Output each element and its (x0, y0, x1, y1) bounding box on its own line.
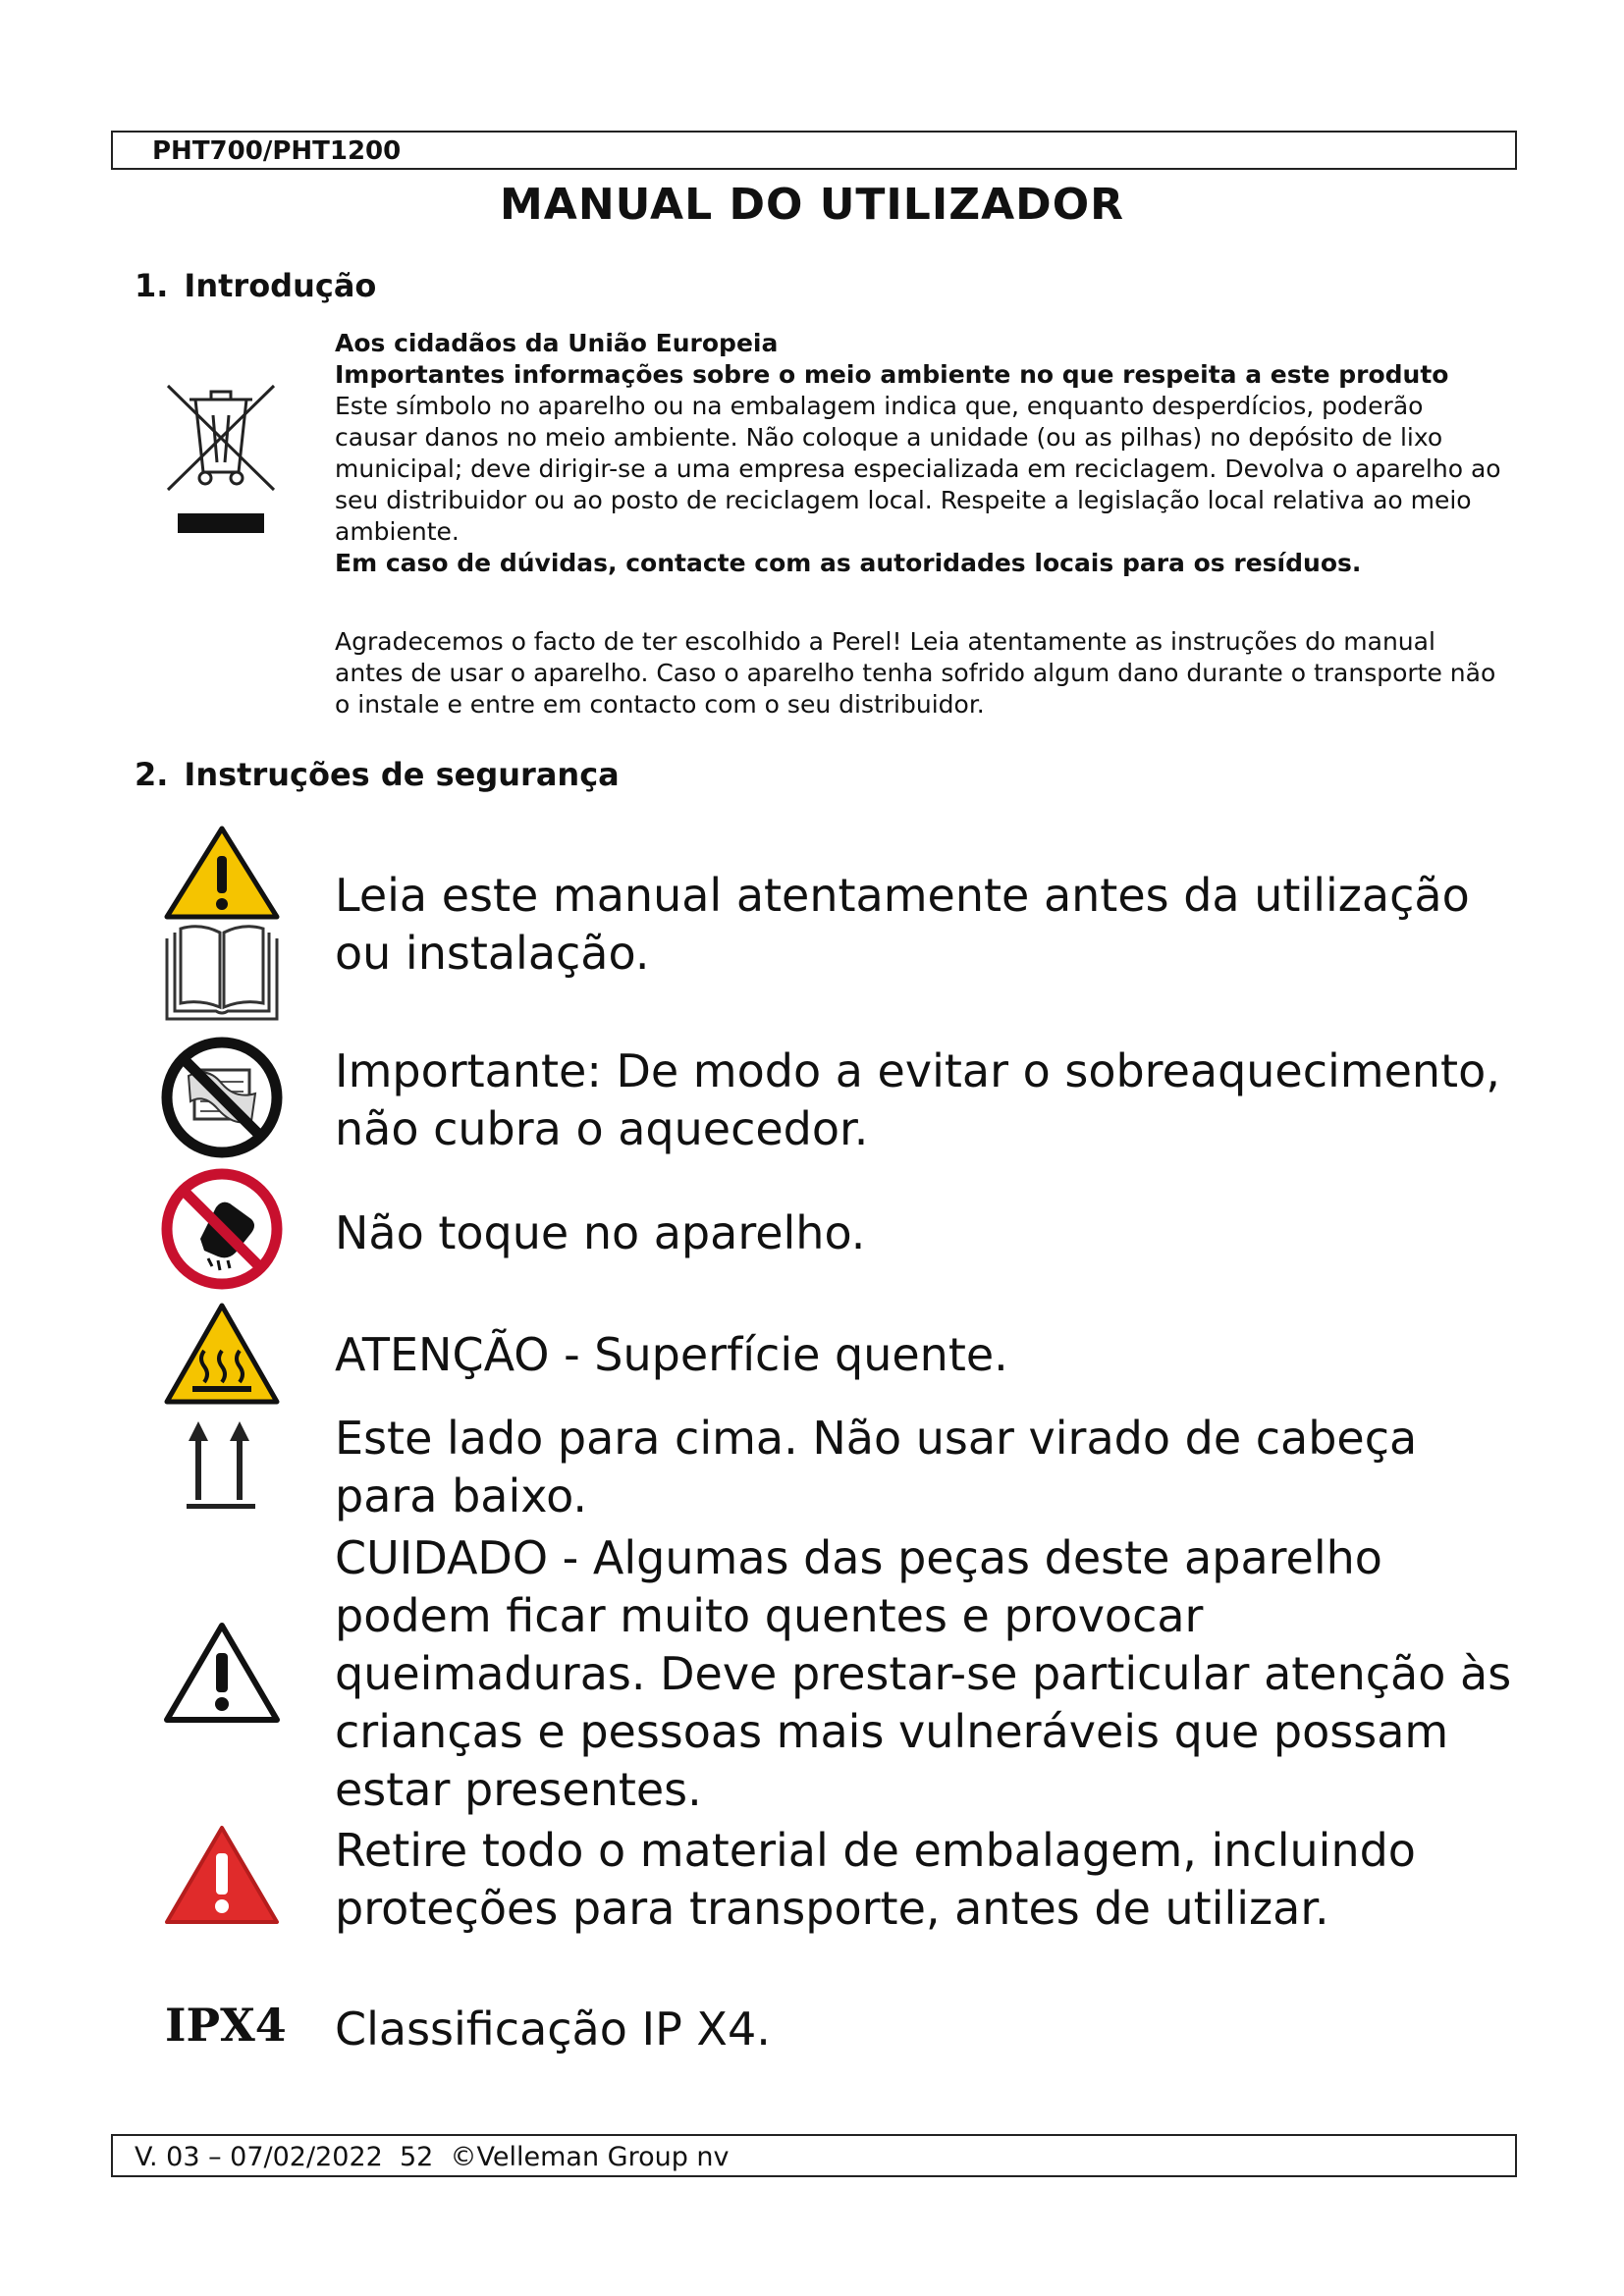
safety-text-remove-packaging: Retire todo o material de embalagem, incluindo proteções para transporte, antes de utilizar. (335, 1824, 1416, 1935)
intro-subheading: Importantes informações sobre o meio ambiente no que respeita a este produto (335, 360, 1449, 389)
caution-icon (161, 1620, 283, 1728)
this-side-up-icon (183, 1417, 261, 1516)
footer-box (111, 2134, 1517, 2177)
intro-heading: Aos cidadãos da União Europeia (335, 329, 779, 357)
header-box (111, 131, 1517, 170)
safety-text-hot-surface: ATENÇÃO - Superfície quente. (335, 1328, 1008, 1381)
section-number: 1. (135, 267, 169, 304)
do-not-touch-icon (161, 1168, 283, 1290)
safety-text-this-side-up: Este lado para cima. Não usar virado de cabeça para baixo. (335, 1412, 1418, 1522)
thanks-paragraph: Agradecemos o facto de ter escolhido a Perel! Leia atentamente as instruções do manual antes de usar o aparelho. Caso o aparelho tenha sofrido algum dano durante o transporte não o instale e entre em contacto com o seu distribuidor. (335, 627, 1496, 719)
intro-text-block (335, 328, 1503, 579)
safety-text-read-manual: Leia este manual atentamente antes da utilização ou instalação. (335, 869, 1470, 980)
section-title: Instruções de segurança (184, 756, 620, 793)
hot-surface-icon (161, 1300, 283, 1410)
intro-body: Este símbolo no aparelho ou na embalagem indica que, enquanto desperdícios, poderão causar danos no meio ambiente. Não coloque a unidade (ou as pilhas) no depósito de lixo municipal; deve dirigir-se a uma empresa especializada em reciclagem. Devolva o aparelho ao seu distribuidor ou ao posto de reciclagem local. Respeite a legislação local relativa ao meio ambiente. (335, 392, 1501, 546)
section-heading-safety (135, 756, 620, 793)
footer-copyright: ©Velleman Group nv (450, 2142, 730, 2172)
footer-version: V. 03 – 07/02/2022 (135, 2142, 383, 2172)
section-heading-intro (135, 267, 376, 304)
section-title: Introdução (184, 267, 377, 304)
do-not-cover-icon (161, 1037, 283, 1158)
safety-text-do-not-cover: Importante: De modo a evitar o sobreaquecimento, não cubra o aquecedor. (335, 1044, 1500, 1155)
footer-text (135, 2142, 730, 2172)
footer-page-number: 52 (399, 2142, 434, 2172)
red-warning-icon (161, 1822, 283, 1930)
page-title: MANUAL DO UTILIZADOR (500, 180, 1124, 230)
weee-bin-icon (162, 378, 280, 535)
ipx4-icon: IPX4 (165, 1999, 287, 2052)
section-number: 2. (135, 756, 169, 793)
model-name: PHT700/PHT1200 (152, 136, 402, 166)
intro-contact: Em caso de dúvidas, contacte com as autoridades locais para os resíduos. (335, 549, 1362, 577)
read-manual-icon (161, 823, 283, 1027)
safety-text-ip-rating: Classificação IP X4. (335, 2002, 771, 2056)
safety-text-caution: CUIDADO - Algumas das peças deste aparelho podem ficar muito quentes e provocar queimaduras. Deve prestar-se particular atenção às crianças e pessoas mais vulneráveis que possam estar presentes. (335, 1531, 1512, 1816)
safety-text-do-not-touch: Não toque no aparelho. (335, 1206, 866, 1259)
